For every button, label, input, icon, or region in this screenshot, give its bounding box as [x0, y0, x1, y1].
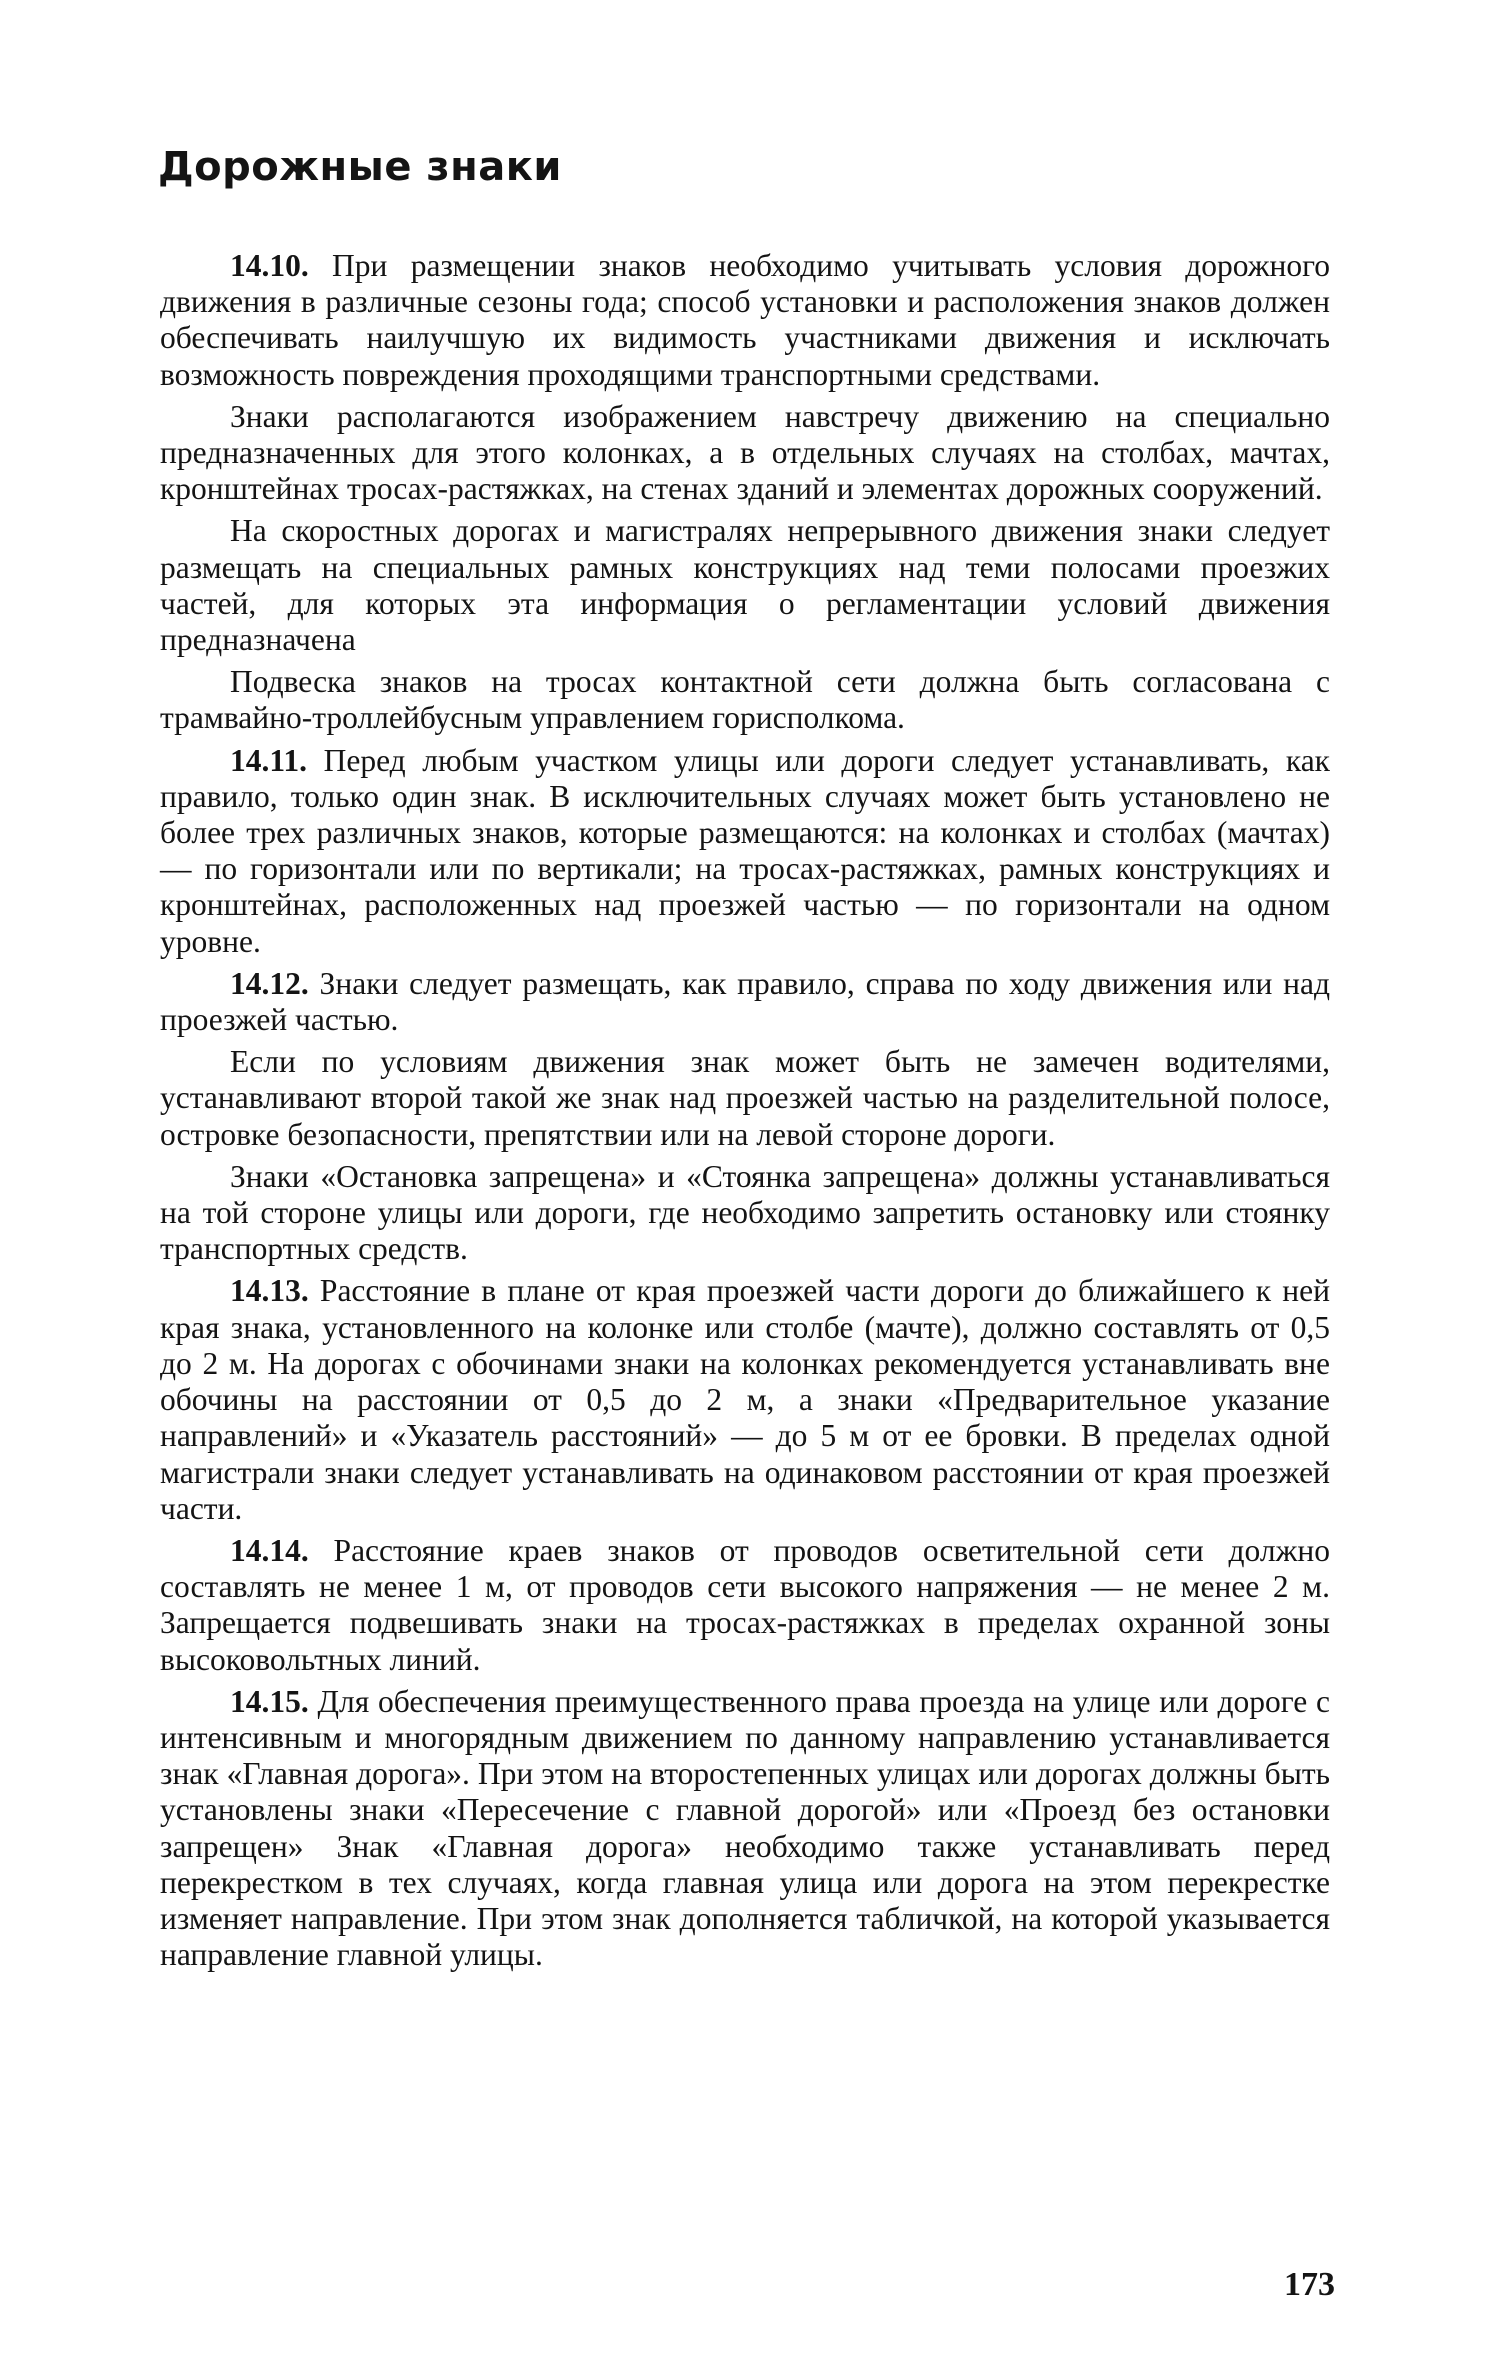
paragraph-highways: [160, 513, 1330, 658]
paragraph-14-11: [160, 743, 1330, 960]
paragraph-text: Расстояние в плане от края проезжей части дороги до ближайшего к ней края знака, установленного на колонке или столбе (мачте), должно составлять от 0,5 до 2 м. На дорогах с обочинами знаки на колонках рекомендуется устанавливать вне обочины на расстоянии от 0,5 до 2 м, а знаки «Предварительное указание направлений» и «Указатель расстояний» — до 5 м от ее бровки. В пределах одной магистрали знаки следует устанавливать на одинаковом расстоянии от края проезжей части.: [160, 1273, 1330, 1526]
paragraph-14-12: [160, 966, 1330, 1038]
paragraph-text: На скоростных дорогах и магистралях непрерывного движения знаки следует размещать на специальных рамных конструкциях над теми полосами проезжих частей, для которых эта информация о регламентации условий движения предназначена: [160, 513, 1330, 658]
clause-number: 14.13.: [230, 1273, 309, 1309]
clause-number: 14.10.: [230, 248, 309, 283]
clause-number: 14.14.: [230, 1532, 309, 1568]
paragraph-text: Если по условиям движения знак может быть не замечен водителями, устанавливают второй такой же знак над проезжей частью на разделительной полосе, островке безопасности, препятствии или на левой стороне дороги.: [160, 1044, 1330, 1152]
paragraph-no-stopping: [160, 1159, 1330, 1268]
paragraph-text: При размещении знаков необходимо учитывать условия дорожного движения в различные сезоны года; способ установки и расположения знаков должен обеспечивать наилучшую их видимость участниками движения и исключать возможность повреждения проходящими транспортными средствами.: [160, 248, 1330, 392]
clause-number: 14.12.: [230, 965, 309, 1001]
paragraph-text: Знаки «Остановка запрещена» и «Стоянка запрещена» должны устанавливаться на той стороне улицы или дороги, где необходимо запретить остановку или стоянку транспортных средств.: [160, 1158, 1330, 1267]
section-heading: Дорожные знаки: [158, 144, 562, 190]
body-text: [160, 248, 1330, 1979]
paragraph-second-sign: [160, 1044, 1330, 1153]
paragraph-text: Знаки располагаются изображением навстречу движению на специально предназначенных для этого колонках, а в отдельных случаях на столбах, мачтах, кронштейнах тросах-растяжках, на стенах зданий и элементах дорожных сооружений.: [160, 398, 1330, 507]
clause-number: 14.11.: [230, 742, 308, 778]
paragraph-signs-placement: [160, 399, 1330, 508]
paragraph-14-10: [160, 248, 1330, 393]
paragraph-14-14: [160, 1533, 1330, 1678]
clause-number: 14.15.: [230, 1683, 309, 1719]
paragraph-text: Расстояние краев знаков от проводов осветительной сети должно составлять не менее 1 м, от проводов сети высокого напряжения — не менее 2 м. Запрещается подвешивать знаки на тросах-растяжках в пределах охранной зоны высоковольтных линий.: [160, 1532, 1330, 1677]
page-number: 173: [1284, 2266, 1335, 2303]
paragraph-text: Для обеспечения преимущественного права проезда на улице или дороге с интенсивным и многорядным движением по данному направлению устанавливается знак «Главная дорога». При этом на второстепенных улицах или дорогах должны быть установлены знаки «Пересечение с главной дорогой» или «Проезд без остановки запрещен» Знак «Главная дорога» необходимо также устанавливать перед перекрестком в тех случаях, когда главная улица или дорога на этом перекрестке изменяет направление. При этом знак дополняется табличкой, на которой указывается направление главной улицы.: [160, 1683, 1330, 1973]
paragraph-text: Знаки следует размещать, как правило, справа по ходу движения или над проезжей частью.: [160, 965, 1330, 1038]
paragraph-14-13: [160, 1273, 1330, 1526]
paragraph-suspension: [160, 664, 1330, 736]
paragraph-text: Подвеска знаков на тросах контактной сети должна быть согласована с трамвайно-троллейбусным управлением горисполкома.: [160, 664, 1330, 736]
paragraph-14-15: [160, 1684, 1330, 1974]
paragraph-text: Перед любым участком улицы или дороги следует устанавливать, как правило, только один знак. В исключительных случаях может быть установлено не более трех различных знаков, которые размещаются: на колонках и столбах (мачтах) — по горизонтали или по вертикали; на тросах-растяжках, рамных конструкциях и кронштейнах, расположенных над проезжей частью — по горизонтали на одном уровне.: [160, 742, 1330, 959]
